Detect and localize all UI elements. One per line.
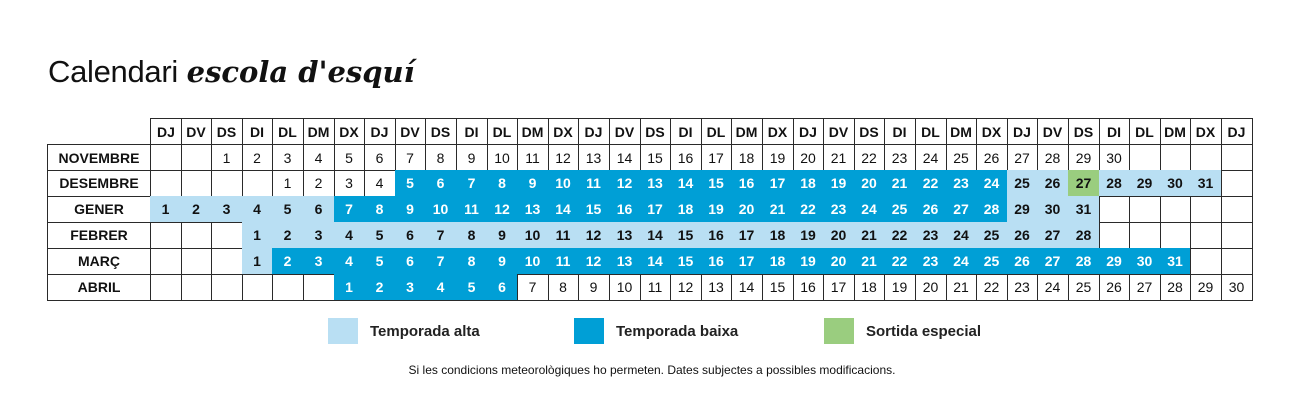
day-cell: 15 [670, 222, 702, 249]
month-label-novembre: NOVEMBRE [47, 144, 151, 171]
day-cell: 27 [1037, 222, 1069, 249]
day-cell: 27 [1037, 248, 1069, 275]
day-cell: 7 [334, 196, 365, 223]
day-cell: 31 [1160, 248, 1191, 275]
weekday-header-7: DX [334, 118, 365, 145]
day-cell: 8 [456, 248, 488, 275]
day-cell: 6 [395, 248, 426, 275]
day-cell: 1 [334, 274, 365, 301]
day-cell: 14 [731, 274, 763, 301]
day-cell: 2 [364, 274, 396, 301]
day-cell: 2 [303, 170, 335, 197]
day-cell: 20 [854, 170, 885, 197]
weekday-header-31: DS [1068, 118, 1100, 145]
day-cell: 5 [395, 170, 426, 197]
day-cell: 23 [946, 170, 977, 197]
day-cell: 21 [823, 144, 855, 171]
day-cell: 24 [915, 144, 947, 171]
day-cell: 30 [1160, 170, 1191, 197]
day-cell: 16 [701, 222, 732, 249]
legend-item-baixa [574, 318, 738, 344]
day-cell: 16 [701, 248, 732, 275]
month-label-abril: ABRIL [47, 274, 151, 301]
legend-swatch-baixa [574, 318, 604, 344]
day-cell: 10 [487, 144, 518, 171]
weekday-header-5: DL [272, 118, 304, 145]
weekday-header-4: DI [242, 118, 273, 145]
day-cell: 27 [1068, 170, 1100, 197]
weekday-header-9: DV [395, 118, 426, 145]
weekday-header-28: DX [976, 118, 1008, 145]
day-cell: 5 [334, 144, 365, 171]
weekday-header-33: DL [1129, 118, 1161, 145]
weekday-header-30: DV [1037, 118, 1069, 145]
day-cell: 18 [793, 170, 824, 197]
day-cell-empty [150, 144, 182, 171]
day-cell: 8 [548, 274, 579, 301]
day-cell: 12 [670, 274, 702, 301]
weekday-header-35: DX [1190, 118, 1222, 145]
day-cell: 3 [395, 274, 426, 301]
day-cell: 11 [640, 274, 671, 301]
day-cell: 7 [395, 144, 426, 171]
day-cell-empty [1190, 248, 1222, 275]
weekday-header-32: DI [1099, 118, 1130, 145]
day-cell-empty [1190, 196, 1222, 223]
weekday-header-19: DL [701, 118, 732, 145]
day-cell: 24 [1037, 274, 1069, 301]
day-cell-empty [181, 144, 212, 171]
day-cell: 4 [334, 248, 365, 275]
day-cell: 22 [884, 248, 916, 275]
day-cell-empty [1221, 196, 1253, 223]
weekday-header-10: DS [425, 118, 457, 145]
day-cell: 18 [762, 248, 794, 275]
weekday-header-18: DI [670, 118, 702, 145]
day-cell: 13 [609, 222, 641, 249]
day-cell: 25 [976, 222, 1008, 249]
day-cell: 5 [456, 274, 488, 301]
weekday-header-24: DS [854, 118, 885, 145]
month-label-gener: GENER [47, 196, 151, 223]
day-cell: 23 [1007, 274, 1038, 301]
day-cell: 15 [762, 274, 794, 301]
day-cell: 30 [1037, 196, 1069, 223]
day-cell: 22 [915, 170, 947, 197]
day-cell: 28 [1068, 248, 1100, 275]
day-cell-empty [150, 248, 182, 275]
day-cell: 18 [854, 274, 885, 301]
day-cell: 29 [1190, 274, 1222, 301]
day-cell: 14 [609, 144, 641, 171]
weekday-header-1: DJ [150, 118, 182, 145]
day-cell: 29 [1129, 170, 1161, 197]
day-cell: 30 [1129, 248, 1161, 275]
day-cell-empty [150, 170, 182, 197]
day-cell: 26 [1007, 222, 1038, 249]
day-cell: 7 [425, 248, 457, 275]
day-cell-empty [211, 170, 243, 197]
day-cell-empty [150, 222, 182, 249]
day-cell: 22 [884, 222, 916, 249]
title-plain: Calendari [48, 54, 178, 89]
day-cell: 14 [548, 196, 579, 223]
day-cell: 5 [272, 196, 304, 223]
day-cell: 17 [731, 248, 763, 275]
day-cell-empty [1099, 222, 1130, 249]
day-cell: 18 [762, 222, 794, 249]
day-cell: 29 [1068, 144, 1100, 171]
day-cell-empty [303, 274, 335, 301]
day-cell: 26 [1037, 170, 1069, 197]
day-cell: 1 [272, 170, 304, 197]
day-cell: 8 [425, 144, 457, 171]
day-cell-empty [211, 222, 243, 249]
day-cell: 26 [1099, 274, 1130, 301]
day-cell: 20 [793, 144, 824, 171]
legend-swatch-alta [328, 318, 358, 344]
day-cell-empty [211, 274, 243, 301]
day-cell: 4 [334, 222, 365, 249]
day-cell: 26 [1007, 248, 1038, 275]
day-cell: 6 [425, 170, 457, 197]
day-cell: 17 [640, 196, 671, 223]
day-cell-empty [1099, 196, 1130, 223]
day-cell: 28 [976, 196, 1008, 223]
day-cell: 5 [364, 222, 396, 249]
day-cell: 9 [578, 274, 610, 301]
day-cell: 7 [456, 170, 488, 197]
day-cell: 21 [854, 248, 885, 275]
day-cell: 12 [578, 222, 610, 249]
day-cell-empty [242, 170, 273, 197]
day-cell: 5 [364, 248, 396, 275]
day-cell: 28 [1099, 170, 1130, 197]
day-cell: 31 [1068, 196, 1100, 223]
weekday-header-8: DJ [364, 118, 396, 145]
day-cell: 25 [976, 248, 1008, 275]
weekday-header-11: DI [456, 118, 488, 145]
day-cell: 1 [242, 248, 273, 275]
day-cell: 2 [272, 248, 304, 275]
day-cell: 13 [517, 196, 549, 223]
title-emphasis: escola d'esquí [186, 55, 415, 89]
day-cell: 14 [640, 222, 671, 249]
legend-label-alta: Temporada alta [370, 322, 480, 340]
day-cell: 12 [578, 248, 610, 275]
day-cell-empty [1129, 222, 1161, 249]
day-cell: 24 [976, 170, 1008, 197]
day-cell: 10 [425, 196, 457, 223]
day-cell: 11 [578, 170, 610, 197]
day-cell: 13 [701, 274, 732, 301]
day-cell: 7 [517, 274, 549, 301]
day-cell: 17 [823, 274, 855, 301]
day-cell: 9 [517, 170, 549, 197]
day-cell: 23 [915, 222, 947, 249]
weekday-header-21: DX [762, 118, 794, 145]
day-cell: 11 [548, 248, 579, 275]
day-cell: 2 [272, 222, 304, 249]
day-cell: 27 [946, 196, 977, 223]
day-cell: 26 [915, 196, 947, 223]
day-cell: 17 [731, 222, 763, 249]
day-cell: 20 [823, 222, 855, 249]
legend-swatch-especial [824, 318, 854, 344]
day-cell: 30 [1221, 274, 1253, 301]
day-cell: 17 [701, 144, 732, 171]
day-cell-empty [181, 170, 212, 197]
day-cell: 6 [487, 274, 518, 301]
day-cell-empty [272, 274, 304, 301]
day-cell: 10 [548, 170, 579, 197]
day-cell-empty [1160, 196, 1191, 223]
day-cell: 1 [150, 196, 182, 223]
day-cell: 23 [915, 248, 947, 275]
day-cell: 16 [609, 196, 641, 223]
day-cell: 10 [517, 222, 549, 249]
day-cell: 4 [425, 274, 457, 301]
day-cell-empty [1129, 144, 1161, 171]
day-cell: 25 [1007, 170, 1038, 197]
day-cell: 4 [242, 196, 273, 223]
day-cell: 25 [946, 144, 977, 171]
weekday-header-2: DV [181, 118, 212, 145]
day-cell: 16 [670, 144, 702, 171]
day-cell: 26 [976, 144, 1008, 171]
day-cell: 28 [1160, 274, 1191, 301]
day-cell: 1 [242, 222, 273, 249]
day-cell: 19 [701, 196, 732, 223]
day-cell: 14 [670, 170, 702, 197]
day-cell: 22 [976, 274, 1008, 301]
weekday-header-3: DS [211, 118, 243, 145]
weekday-header-14: DX [548, 118, 579, 145]
day-cell: 31 [1190, 170, 1222, 197]
day-cell-empty [1221, 248, 1253, 275]
day-cell: 6 [395, 222, 426, 249]
weekday-header-26: DL [915, 118, 947, 145]
day-cell-empty [1221, 170, 1253, 197]
month-label-desembre: DESEMBRE [47, 170, 151, 197]
day-cell: 12 [487, 196, 518, 223]
day-cell-empty [181, 274, 212, 301]
day-cell: 11 [456, 196, 488, 223]
weekday-header-22: DJ [793, 118, 824, 145]
day-cell: 20 [915, 274, 947, 301]
day-cell: 24 [854, 196, 885, 223]
day-cell: 27 [1129, 274, 1161, 301]
legend-item-alta [328, 318, 480, 344]
day-cell: 15 [578, 196, 610, 223]
day-cell: 9 [487, 248, 518, 275]
day-cell: 22 [854, 144, 885, 171]
day-cell: 28 [1068, 222, 1100, 249]
month-label-març: MARÇ [47, 248, 151, 275]
day-cell: 24 [946, 248, 977, 275]
day-cell: 22 [793, 196, 824, 223]
day-cell: 9 [487, 222, 518, 249]
day-cell: 21 [884, 170, 916, 197]
day-cell-empty [1160, 222, 1191, 249]
day-cell: 29 [1007, 196, 1038, 223]
weekday-header-25: DI [884, 118, 916, 145]
month-label-febrer: FEBRER [47, 222, 151, 249]
weekday-header-16: DV [609, 118, 641, 145]
weekday-header-34: DM [1160, 118, 1191, 145]
day-cell: 6 [303, 196, 335, 223]
footnote: Si les condicions meteorològiques ho permeten. Dates subjectes a possibles modificacions. [408, 363, 896, 377]
weekday-header-13: DM [517, 118, 549, 145]
day-cell: 27 [1007, 144, 1038, 171]
day-cell: 16 [731, 170, 763, 197]
day-cell: 25 [884, 196, 916, 223]
day-cell: 21 [762, 196, 794, 223]
day-cell-empty [150, 274, 182, 301]
weekday-header-23: DV [823, 118, 855, 145]
page-title [48, 52, 415, 92]
day-cell: 23 [884, 144, 916, 171]
day-cell: 10 [609, 274, 641, 301]
day-cell: 3 [303, 248, 335, 275]
day-cell-empty [1221, 144, 1253, 171]
weekday-header-36: DJ [1221, 118, 1253, 145]
day-cell-empty [181, 248, 212, 275]
day-cell: 3 [303, 222, 335, 249]
day-cell: 7 [425, 222, 457, 249]
day-cell: 19 [793, 222, 824, 249]
weekday-header-6: DM [303, 118, 335, 145]
day-cell: 13 [640, 170, 671, 197]
day-cell-empty [1221, 222, 1253, 249]
day-cell-empty [242, 274, 273, 301]
day-cell-empty [1160, 144, 1191, 171]
day-cell: 19 [823, 170, 855, 197]
day-cell: 2 [242, 144, 273, 171]
day-cell: 8 [456, 222, 488, 249]
day-cell: 19 [884, 274, 916, 301]
day-cell: 17 [762, 170, 794, 197]
day-cell: 3 [211, 196, 243, 223]
day-cell: 6 [364, 144, 396, 171]
day-cell: 16 [793, 274, 824, 301]
day-cell: 18 [731, 144, 763, 171]
weekday-header-20: DM [731, 118, 763, 145]
weekday-header-17: DS [640, 118, 671, 145]
weekday-header-29: DJ [1007, 118, 1038, 145]
day-cell: 15 [640, 144, 671, 171]
day-cell: 8 [364, 196, 396, 223]
day-cell: 21 [854, 222, 885, 249]
weekday-header-27: DM [946, 118, 977, 145]
day-cell: 11 [548, 222, 579, 249]
day-cell: 21 [946, 274, 977, 301]
day-cell: 11 [517, 144, 549, 171]
day-cell: 9 [395, 196, 426, 223]
weekday-header-12: DL [487, 118, 518, 145]
legend-label-especial: Sortida especial [866, 322, 982, 340]
day-cell: 12 [609, 170, 641, 197]
day-cell: 3 [272, 144, 304, 171]
day-cell: 3 [334, 170, 365, 197]
day-cell: 12 [548, 144, 579, 171]
day-cell: 28 [1037, 144, 1069, 171]
day-cell-empty [181, 222, 212, 249]
day-cell-empty [1190, 222, 1222, 249]
day-cell: 1 [211, 144, 243, 171]
day-cell: 19 [762, 144, 794, 171]
weekday-header-15: DJ [578, 118, 610, 145]
day-cell: 13 [609, 248, 641, 275]
day-cell: 14 [640, 248, 671, 275]
day-cell: 4 [364, 170, 396, 197]
day-cell: 24 [946, 222, 977, 249]
day-cell: 10 [517, 248, 549, 275]
day-cell-empty [1129, 196, 1161, 223]
day-cell: 15 [670, 248, 702, 275]
day-cell: 25 [1068, 274, 1100, 301]
day-cell: 23 [823, 196, 855, 223]
day-cell: 9 [456, 144, 488, 171]
day-cell: 30 [1099, 144, 1130, 171]
day-cell: 20 [731, 196, 763, 223]
legend-item-especial [824, 318, 981, 344]
day-cell: 29 [1099, 248, 1130, 275]
legend-label-baixa: Temporada baixa [616, 322, 739, 340]
day-cell-empty [211, 248, 243, 275]
day-cell-empty [1190, 144, 1222, 171]
day-cell: 8 [487, 170, 518, 197]
day-cell: 4 [303, 144, 335, 171]
day-cell: 20 [823, 248, 855, 275]
day-cell: 15 [701, 170, 732, 197]
day-cell: 13 [578, 144, 610, 171]
day-cell: 19 [793, 248, 824, 275]
day-cell: 2 [181, 196, 212, 223]
day-cell: 18 [670, 196, 702, 223]
